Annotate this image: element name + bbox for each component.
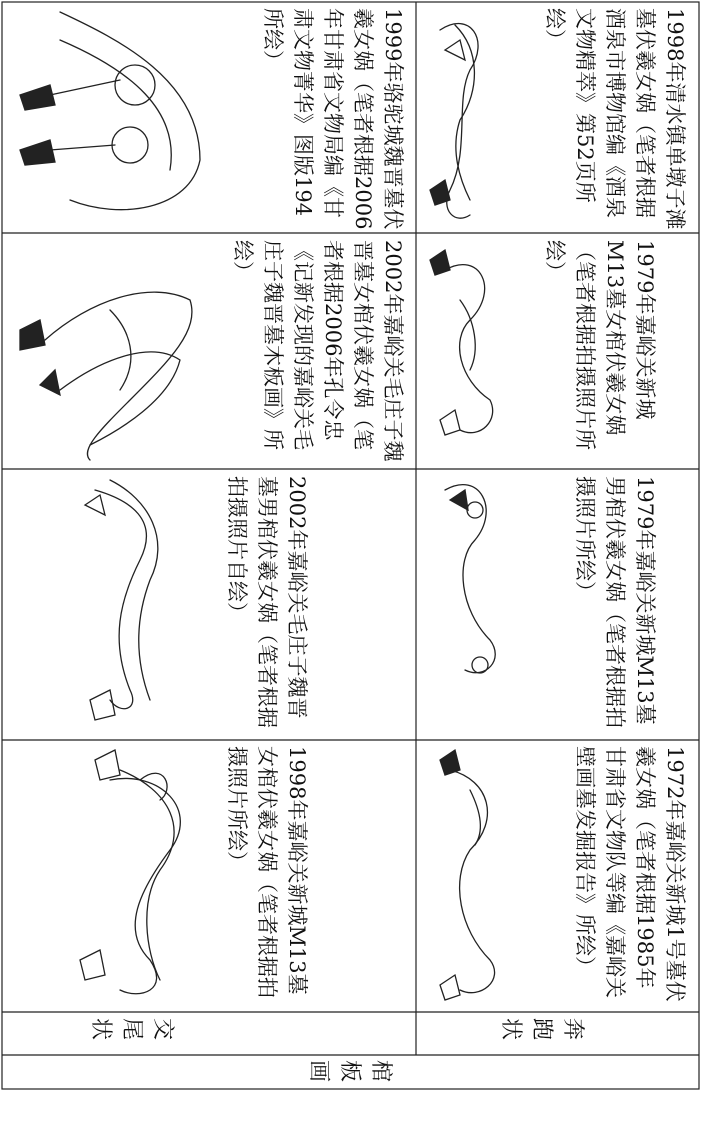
fuxi-nvwa-1979-m13-female-drawing [430, 250, 493, 435]
fuxi-nvwa-2002-maozhuangzi-female-drawing [20, 292, 192, 460]
caption-row2-col4: 1998年清水镇单墩子滩墓伏羲女娲（笔者根据酒泉市博物馆编《酒泉文物精萃》第52页所绘） [543, 8, 687, 230]
category-label-row1: 交尾状 [88, 1018, 175, 1043]
caption-row2-col3: 1979年嘉峪关新城M13墓女棺伏羲女娲（笔者根据拍摄照片所绘） [543, 240, 657, 450]
caption-row2-col2: 1979年嘉峪关新城M13墓男棺伏羲女娲（笔者根据拍摄照片所绘） [573, 476, 657, 728]
caption-row1-col4: 1999年骆驼城魏晋墓伏羲女娲（笔者根据2006年甘肃省文物局编《甘肃文物菁华》图版194所绘） [261, 8, 405, 230]
caption-row1-col1: 1998年嘉峪关新城M13墓女棺伏羲女娲（笔者根据拍摄照片所绘） [225, 746, 309, 998]
fuxi-nvwa-2002-maozhuangzi-male-drawing [85, 480, 158, 720]
fuxi-nvwa-1979-m13-male-drawing [445, 485, 495, 673]
fuxi-nvwa-1998-dingjiazha-drawing [430, 24, 478, 219]
fuxi-nvwa-1999-luotuocheng-drawing [20, 12, 200, 210]
coffin-board-painting-label: 棺板画 [306, 1060, 393, 1122]
fuxi-nvwa-1998-m13-drawing [80, 750, 180, 994]
caption-row1-col3: 2002年嘉峪关毛庄子魏晋墓女棺伏羲女娲（笔者根据2006年孔令忠《记新发现的嘉峪关毛庄子魏晋墓木板画》所绘） [231, 240, 405, 462]
caption-row2-col1: 1972年嘉峪关新城1号墓伏羲女娲（笔者根据1985年甘肃省文物队等编《嘉峪关壁画墓发掘报告》所绘） [573, 746, 687, 1002]
caption-row1-col2: 2002年嘉峪关毛庄子魏晋墓男棺伏羲女娲（笔者根据拍摄照片自绘） [225, 476, 309, 728]
fuxi-nvwa-1972-no1-drawing [440, 750, 495, 1000]
category-label-row2: 奔跑状 [498, 1018, 585, 1043]
